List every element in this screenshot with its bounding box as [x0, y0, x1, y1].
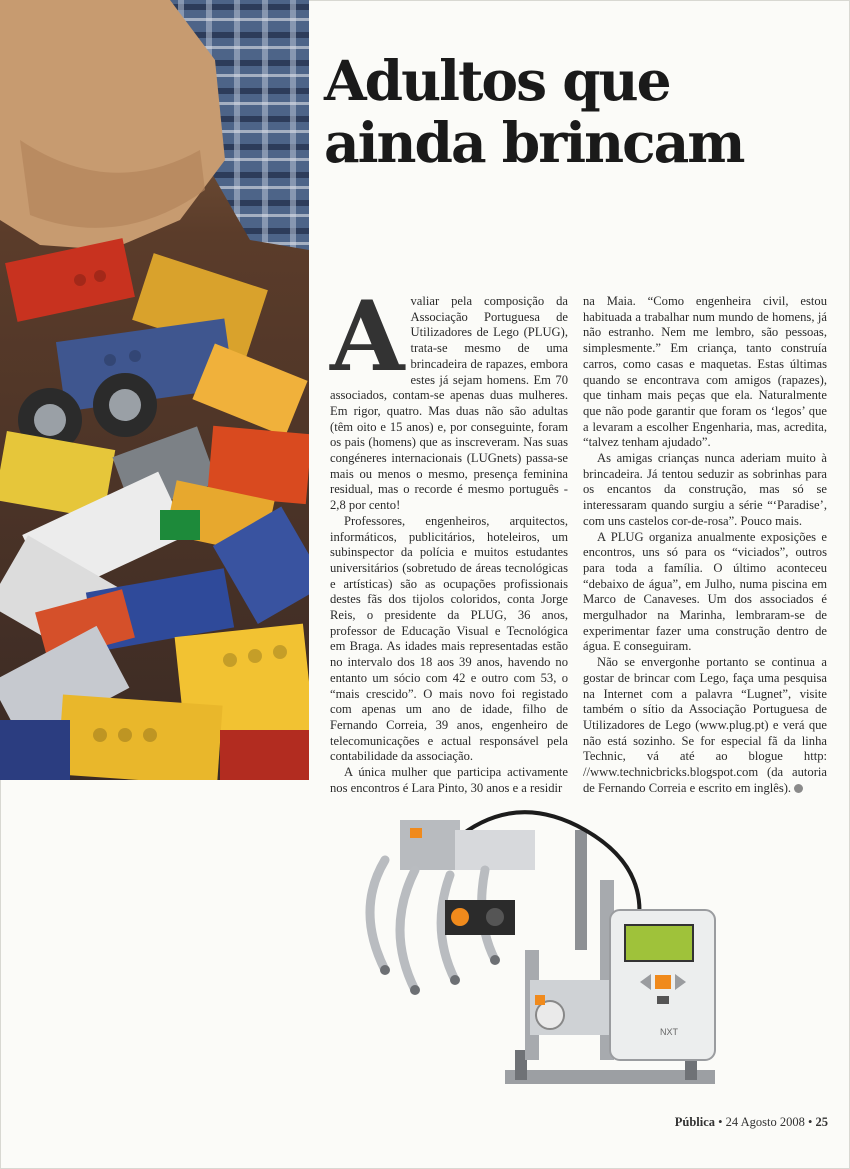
page-number: 25 [815, 1115, 828, 1129]
article-column-1 [330, 280, 568, 797]
issue-date: 24 Agosto 2008 [725, 1115, 805, 1129]
paragraph: na Maia. “Como engenheira civil, estou habituada a trabalhar num mundo de homens, já não estranho. Nem me lembro, são pessoas, simplesmente.” Em criança, tanto construía carros, como casas e maquetas. Estas últimas quando se encontrava com amigos (rapazes), que tinham mais peças que ela. Naturalmente que não pode garantir que foram os ‘legos’ que a levaram a escolher Engenharia, mas, acredita, “talvez tenham ajudado”. [583, 294, 827, 450]
drop-cap: A [330, 280, 405, 393]
end-of-article-icon [794, 784, 803, 793]
headline: Adultos que ainda brincam [324, 48, 744, 175]
nxt-label: NXT [660, 1027, 678, 1037]
paragraph: A PLUG organiza anualmente exposições e encontros, uns só para os “viciados”, outros para toda a família. O último aconteceu “debaixo de água”, em Julho, numa piscina em Marco de Canaveses. Um dos associados é mergulhador na Marinha, lembraram-se de experimentar fazer uma construção dentro de água. E conseguiram. [583, 529, 827, 654]
paragraph: A única mulher que participa activamente nos encontros é Lara Pinto, 30 anos e a residir [330, 765, 568, 795]
footer-separator: • [807, 1115, 813, 1129]
page-footer [675, 1115, 828, 1130]
paragraph: valiar pela composição da Associação Portuguesa de Utilizadores de Lego (PLUG), trata-se mesmo de uma brincadeira de rapazes, embora estes já sejam homens. Em 70 associados, contam-se apenas duas mulheres. Em rigor, quatro. Mas duas não são adultas (têm oito e 15 anos) e, por conseguinte, foram os pais (homens) que as inscreveram. Nas suas congéneres internacionais (LUGnets) passa-se mais ou menos o mesmo, presença feminina residual, mas o recorde é mesmo português - 2,8 por cento! [330, 294, 568, 513]
article-column-2 [583, 294, 827, 797]
paragraph-text: Não se envergonhe portanto se continua a gostar de brincar com Lego, faça uma pesquisa na Internet com a palavra “Lugnet”, visite também o sítio da Associação Portuguesa de Utilizadores de Lego (www.plug.pt) e verá que não está sozinho. Se for especial fã da linha Technic, vá até ao blogue http: //www.technicbricks.blogspot.com (da autoria de Fernando Correia e escrito em inglês). [583, 655, 827, 795]
paragraph: Professores, engenheiros, arquitectos, informáticos, publicitários, hoteleiros, um subinspector da polícia e muitos estudantes universitários (sobretudo de áreas tecnológicas e artísticas) são as ocupações profissionais destes fãs dos tijolos coloridos, conta Jorge Reis, o presidente da PLUG, 36 anos, professor de Educação Visual e Tecnológica em Braga. As idades mais representadas estão no intervalo dos 18 aos 39 anos, havendo no entanto um sócio com 42 e outro com 53, o “mais crescido”. O mais novo foi registado com apenas um ano de idade, filho de Fernando Correia, 39 anos, engenheiro de telecomunicações e actual responsável pela contabilidade da associação. [330, 513, 568, 764]
lego-nxt-robot-image [355, 800, 735, 1110]
paragraph [583, 655, 827, 796]
publication-name: Pública [674, 1115, 716, 1129]
paragraph: As amigas crianças nunca aderiam muito à brincadeira. Já tentou seduzir as sobrinhas para os encantos da construção, mas só se interessaram quando surgiu a série “‘Paradise’, com uns castelos cor-de-rosa”. Pouco mais. [583, 451, 827, 528]
lego-bricks-photo [0, 0, 309, 780]
footer-separator: • [718, 1115, 723, 1129]
